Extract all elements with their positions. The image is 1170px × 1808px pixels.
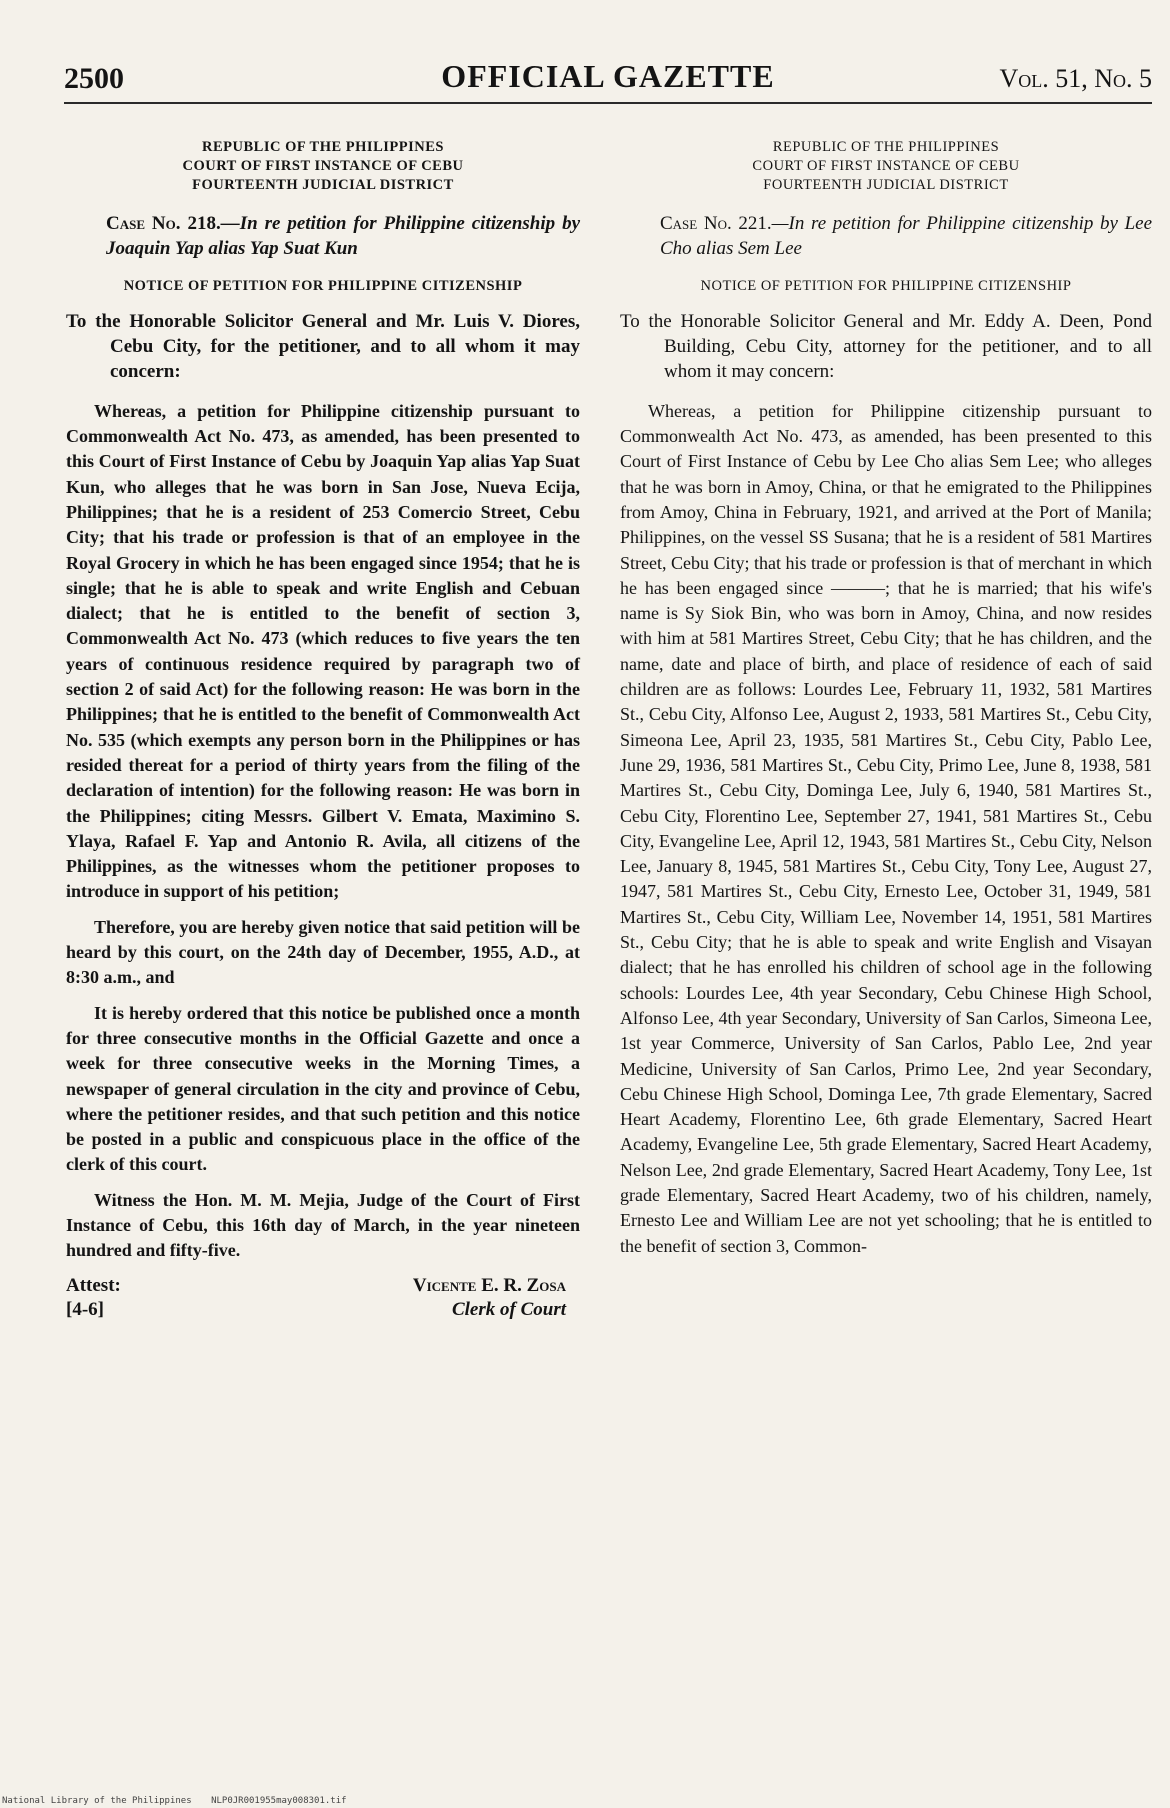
- publication-title: OFFICIAL GAZETTE: [441, 58, 775, 94]
- addressee: To the Honorable Solicitor General and Mr. Eddy A. Deen, Pond Building, Cebu City, attorney for the petitioner, and to all whom it may concern:: [620, 310, 1152, 383]
- therefore-paragraph: Therefore, you are hereby given notice that said petition will be heard by this court, on the 24th day of December, 1955, A.D., at 8:30 a.m., and: [66, 916, 580, 988]
- signer: [413, 1274, 566, 1322]
- whereas-paragraph: Whereas, a petition for Philippine citizenship pursuant to Commonwealth Act No. 473, as amended, has been presented to this Court of First Instance of Cebu by Joaquin Yap alias Yap Suat Kun, who alleges that he was born in San Jose, Nueva Ecija, Philippines; that he is a resident of 253 Comercio Street, Cebu City; that his trade or profession is that of an employee in the Royal Grocery in which he has been engaged since 1954; that he is single; that he is able to speak and write English and Cebuan dialect; that he is entitled to the benefit of section 3, Commonwealth Act No. 473 (which reduces to five years the ten years of continuous residence required by paragraph two of section 2 of said Act) for the following reason: He was born in the Philippines; that he is entitled to the benefit of Commonwealth Act No. 535 (which exempts any person born in the Philippines or has resided thereat for a period of thirty years from the filing of the declaration of intention) for the following reason: He was born in the Philippines; citing Messrs. Gilbert V. Emata, Maximino S. Ylaya, Rafael F. Yap and Antonio R. Avila, all citizens of the Philippines, as the witnesses whom the petitioner proposes to introduce in support of his petition;: [66, 400, 580, 902]
- page-number: 2500: [64, 62, 124, 95]
- case-title: [66, 211, 580, 262]
- addressee: To the Honorable Solicitor General and Mr. Luis V. Diores, Cebu City, for the petitioner, and to all whom it may concern:: [66, 310, 580, 383]
- signer-title: Clerk of Court: [451, 1298, 566, 1320]
- volume-issue: Vol. 51, No. 5: [999, 64, 1152, 93]
- signature-block: [66, 1274, 580, 1330]
- court-line: REPUBLIC OF THE PHILIPPINES: [202, 139, 444, 155]
- left-column: [66, 128, 580, 1330]
- court-line: COURT OF FIRST INSTANCE OF CEBU: [752, 158, 1020, 174]
- court-line: FOURTEENTH JUDICIAL DISTRICT: [763, 177, 1009, 193]
- library-credit: National Library of the Philippines: [2, 1796, 192, 1806]
- attest-label: Attest:: [66, 1274, 121, 1296]
- case-description: —In re petition for Philippine citizenship by Joaquin Yap alias Yap Suat Kun: [106, 213, 581, 260]
- scan-footer: [2, 1796, 361, 1806]
- court-line: FOURTEENTH JUDICIAL DISTRICT: [192, 177, 454, 193]
- witness-paragraph: Witness the Hon. M. M. Mejia, Judge of the Court of First Instance of Cebu, this 16th day of March, in the year nineteen hundred and fifty-five.: [66, 1189, 580, 1261]
- page-header: [64, 58, 1152, 104]
- issue-reference: [4-6]: [66, 1298, 104, 1320]
- court-heading: [66, 138, 580, 195]
- court-line: COURT OF FIRST INSTANCE OF CEBU: [182, 158, 464, 174]
- court-line: REPUBLIC OF THE PHILIPPINES: [772, 139, 1000, 155]
- right-column: [620, 128, 1152, 1269]
- attest-block: [66, 1274, 121, 1322]
- notice-heading: NOTICE OF PETITION FOR PHILIPPINE CITIZENSHIP: [700, 277, 1072, 294]
- case-description: —In re petition for Philippine citizenship by Lee Cho alias Sem Lee: [660, 213, 1153, 260]
- case-title: [620, 211, 1152, 262]
- order-paragraph: It is hereby ordered that this notice be published once a month for three consecutive months in the Official Gazette and once a week for three consecutive weeks in the Morning Times, a newspaper of general circulation in the city and province of Cebu, where the petitioner resides, and that such petition and this notice be posted in a public and conspicuous place in the office of the clerk of this court.: [66, 1002, 580, 1175]
- case-number: Case No. 218.: [106, 213, 221, 234]
- signer-name: Vicente E. R. Zosa: [412, 1274, 566, 1296]
- case-number: Case No. 221.: [660, 213, 772, 234]
- notice-heading: NOTICE OF PETITION FOR PHILIPPINE CITIZENSHIP: [123, 277, 523, 294]
- file-identifier: NLP0JR001955may008301.tif: [211, 1796, 347, 1806]
- whereas-paragraph: Whereas, a petition for Philippine citizenship pursuant to Commonwealth Act No. 473, as amended, has been presented to this Court of First Instance of Cebu by Lee Cho alias Sem Lee; who alleges that he was born in Amoy, China, or that he emigrated to the Philippines from Amoy, China in February, 1921, and arrived at the Port of Manila; Philippines, on the vessel SS Susana; that he is a resident of 581 Martires Street, Cebu City; that his trade or profession is that of merchant in which he has been engaged since ———; that he is married; that his wife's name is Sy Siok Bin, who was born in Amoy, China, and now resides with him at 581 Martires Street, Cebu City; that he has children, and the name, date and place of birth, and place of residence of each of said children are as follows: Lourdes Lee, February 11, 1932, 581 Martires St., Cebu City, Alfonso Lee, August 2, 1933, 581 Martires St., Cebu City, Simeona Lee, April 23, 1935, 581 Martires St., Cebu City, Pablo Lee, June 29, 1936, 581 Martires St., Cebu City, Primo Lee, June 8, 1938, 581 Martires St., Cebu City, Dominga Lee, July 6, 1940, 581 Martires St., Cebu City, Florentino Lee, September 27, 1941, 581 Martires St., Cebu City, Evangeline Lee, April 12, 1943, 581 Martires St., Cebu City, Nelson Lee, January 8, 1945, 581 Martires St., Cebu City, Tony Lee, August 27, 1947, 581 Martires St., Cebu City, Ernesto Lee, October 31, 1949, 581 Martires St., Cebu City, William Lee, November 14, 1951, 581 Martires St., Cebu City; that he is able to speak and write English and Visayan dialect; that he has enrolled his children of school age in the following schools: Lourdes Lee, 4th year Secondary, Cebu Chinese High School, Alfonso Lee, 4th year Secondary, University of San Carlos, Simeona Lee, 1st year Commerce, University of San Carlos, Pablo Lee, 2nd year Medicine, University of San Carlos, Primo Lee, 2nd year Secondary, Cebu Chinese High School, Dominga Lee, 7th grade Elementary, Sacred Heart Academy, Florentino Lee, 6th grade Elementary, Sacred Heart Academy, Evangeline Lee, 5th grade Elementary, Sacred Heart Academy, Nelson Lee, 2nd grade Elementary, Sacred Heart Academy, Tony Lee, 1st grade Elementary, Sacred Heart Academy, two of his children, namely, Ernesto Lee and William Lee are not yet schooling; that he is entitled to the benefit of section 3, Common-: [620, 400, 1152, 1256]
- court-heading: [620, 138, 1152, 195]
